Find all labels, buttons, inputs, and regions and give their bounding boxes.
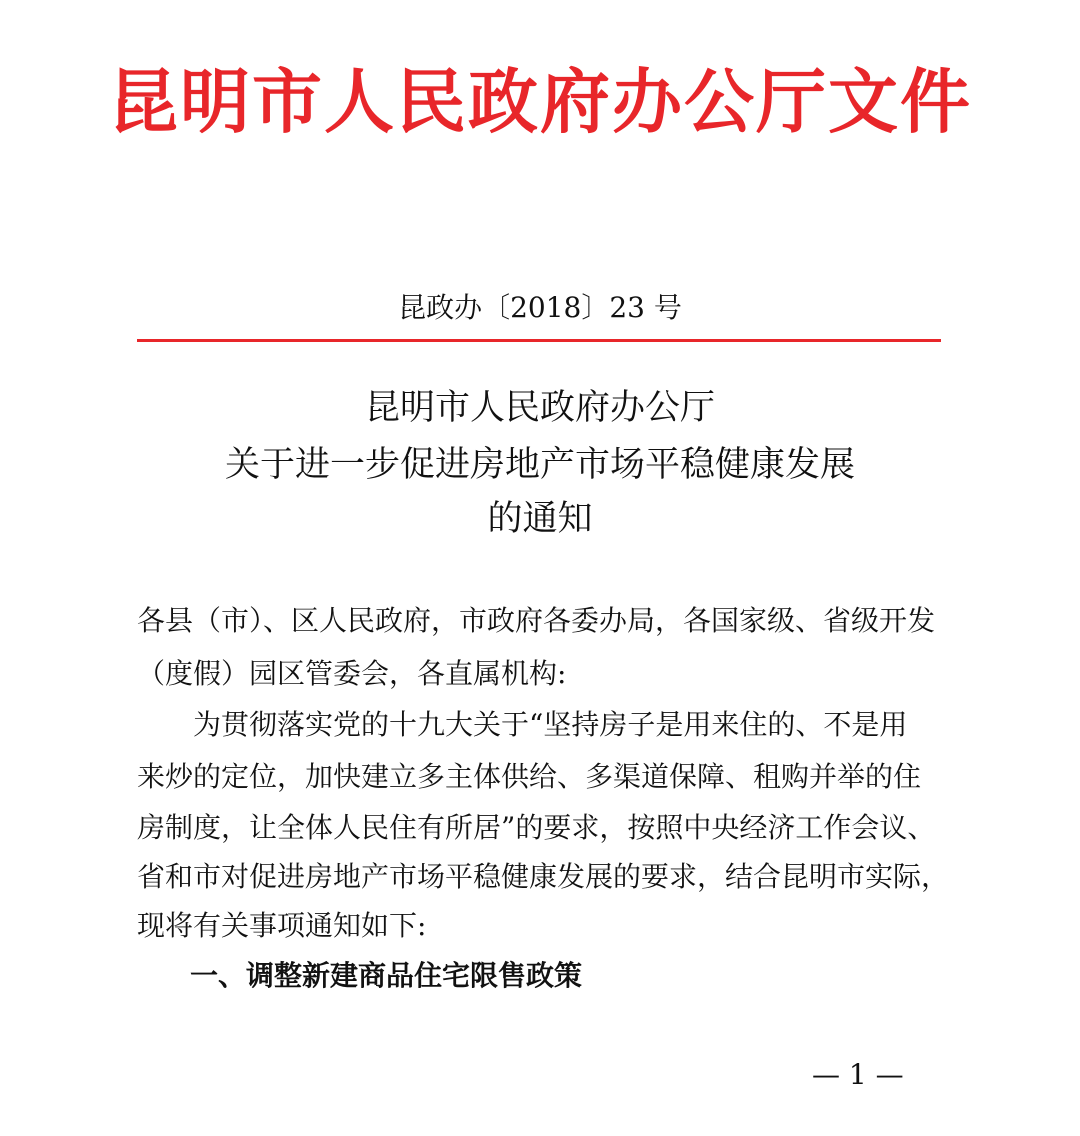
addressee-line-2: （度假）园区管委会，各直属机构: xyxy=(137,657,567,690)
body-paragraph-line-3: 房制度，让全体人民住有所居”的要求，按照中央经济工作会议、 xyxy=(137,811,936,844)
notice-title-line-2: 关于进一步促进房地产市场平稳健康发展 xyxy=(224,445,855,485)
page-number: — 1 — xyxy=(812,1058,904,1091)
document-header-title: 昆明市人民政府办公厅文件 xyxy=(108,61,972,143)
notice-title-line-3: 的通知 xyxy=(487,499,593,539)
document-number: 昆政办〔2018〕23 号 xyxy=(398,291,682,324)
body-paragraph-line-1: 为贯彻落实党的十九大关于“坚持房子是用来住的、不是用 xyxy=(193,708,908,741)
red-divider-line xyxy=(137,339,941,342)
notice-title-line-1: 昆明市人民政府办公厅 xyxy=(364,388,715,428)
body-paragraph-line-4: 省和市对促进房地产市场平稳健康发展的要求，结合昆明市实际， xyxy=(137,860,950,893)
body-paragraph-line-5: 现将有关事项通知如下: xyxy=(137,909,427,942)
body-paragraph-line-2: 来炒的定位，加快建立多主体供给、多渠道保障、租购并举的住 xyxy=(137,760,922,793)
addressee-line-1: 各县（市）、区人民政府，市政府各委办局，各国家级、省级开发 xyxy=(137,604,936,637)
section-heading: 一、调整新建商品住宅限售政策 xyxy=(190,959,583,992)
